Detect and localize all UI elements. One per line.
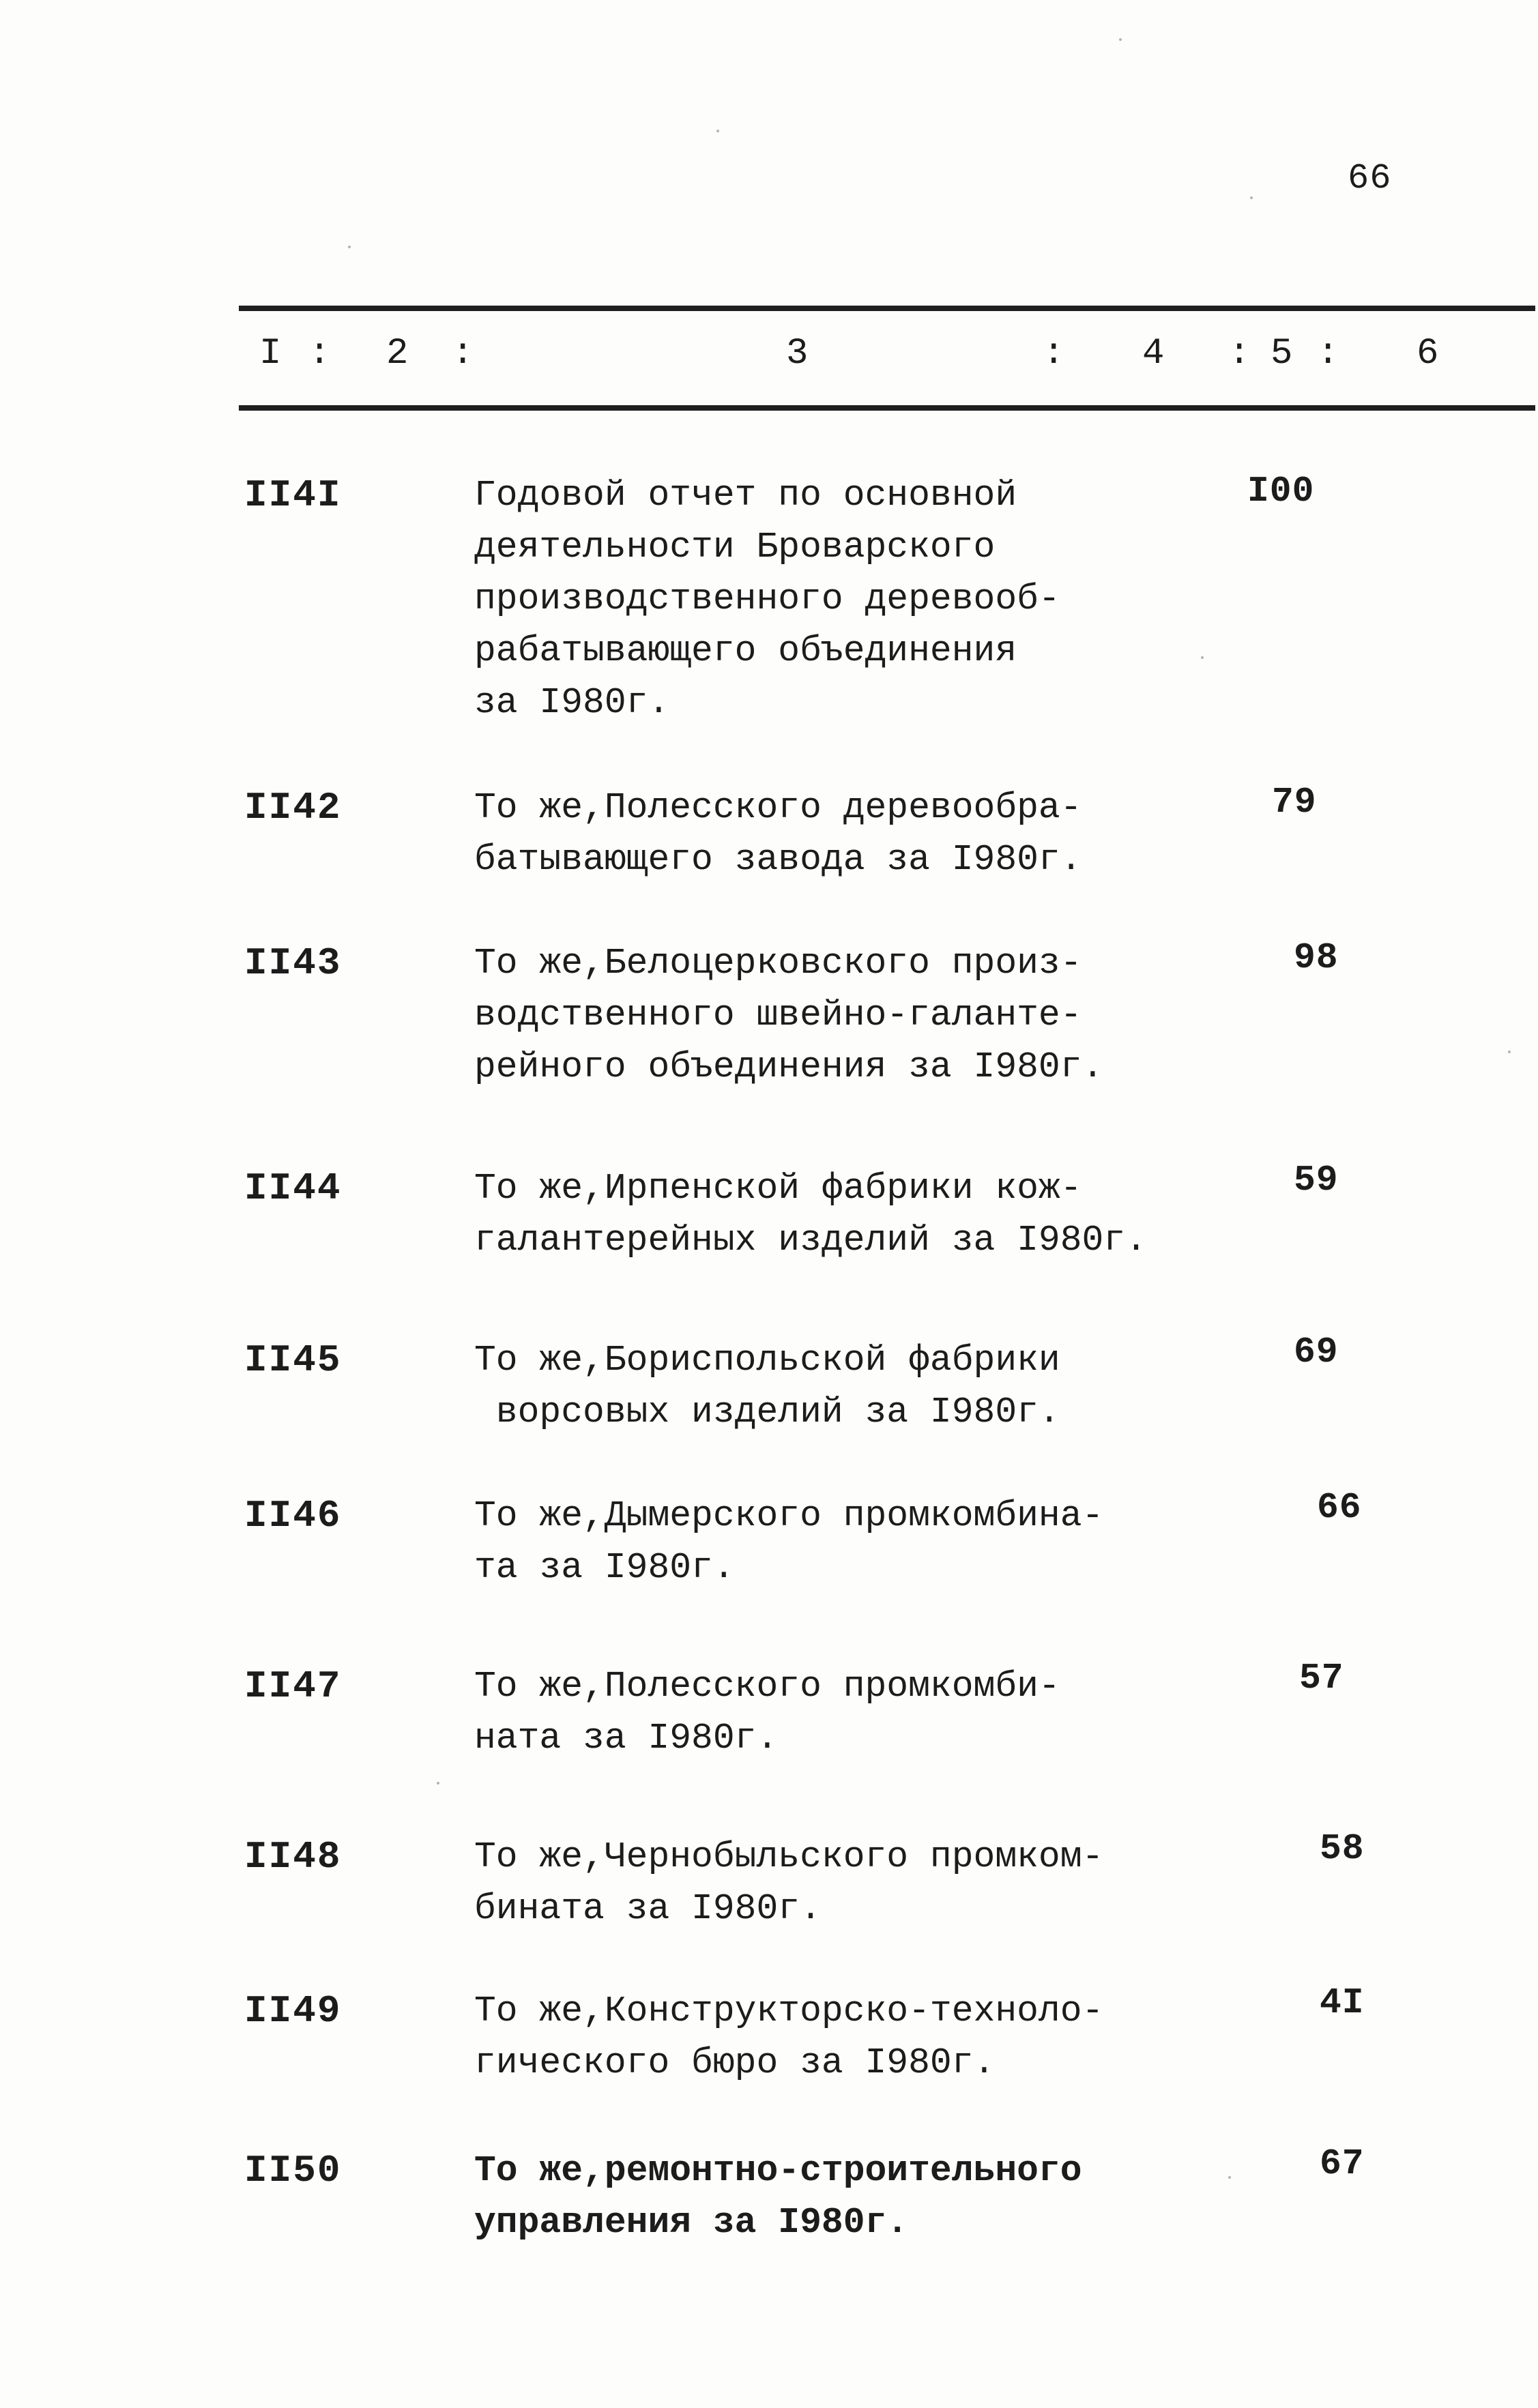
row-description bbox=[474, 782, 1082, 885]
description-line: То же,Дымерского промкомбина- bbox=[474, 1495, 1104, 1536]
column-separator: : bbox=[1317, 333, 1339, 375]
description-line: рабатывающего объединения bbox=[474, 630, 1017, 671]
row-description bbox=[474, 1490, 1103, 1594]
row-description bbox=[474, 2145, 1082, 2248]
scan-speck bbox=[1250, 196, 1253, 199]
row-number: II48 bbox=[244, 1835, 342, 1879]
header-top-rule bbox=[239, 306, 1535, 311]
row-number: II47 bbox=[244, 1664, 342, 1708]
column-header-3: 3 bbox=[786, 333, 809, 375]
page-number: 66 bbox=[1348, 158, 1392, 199]
row-number: II42 bbox=[244, 786, 342, 829]
sheet-count: 67 bbox=[1320, 2143, 1365, 2184]
description-line: То же,ремонтно-строительного bbox=[474, 2150, 1082, 2191]
row-number: II50 bbox=[244, 2149, 342, 2192]
description-line: ворсовых изделий за I980г. bbox=[474, 1392, 1060, 1433]
column-header-1: I bbox=[259, 333, 282, 375]
description-line: за I980г. bbox=[474, 682, 670, 723]
scan-speck bbox=[1201, 656, 1204, 659]
row-number: II46 bbox=[244, 1494, 342, 1538]
description-line: Годовой отчет по основной bbox=[474, 475, 1017, 516]
column-header-5: 5 bbox=[1271, 333, 1293, 375]
column-header-6: 6 bbox=[1417, 333, 1439, 375]
row-number: II49 bbox=[244, 1989, 342, 2033]
row-description bbox=[474, 1162, 1147, 1266]
header-bottom-rule bbox=[239, 405, 1535, 411]
description-line: То же,Полесского промкомби- bbox=[474, 1666, 1060, 1707]
scan-speck bbox=[1228, 2176, 1231, 2179]
sheet-count: 69 bbox=[1294, 1332, 1339, 1372]
scan-speck bbox=[1119, 38, 1122, 41]
row-description bbox=[474, 1334, 1060, 1438]
scan-speck bbox=[437, 1782, 439, 1785]
row-description bbox=[474, 937, 1103, 1093]
description-line: То же,Полесского деревообра- bbox=[474, 787, 1082, 828]
description-line: То же,Конструкторско-техноло- bbox=[474, 1991, 1104, 2031]
sheet-count: 79 bbox=[1272, 782, 1317, 823]
row-description bbox=[474, 1660, 1060, 1764]
sheet-count: 59 bbox=[1294, 1160, 1339, 1201]
description-line: деятельности Броварского bbox=[474, 527, 996, 568]
column-separator: : bbox=[452, 333, 474, 375]
description-line: та за I980г. bbox=[474, 1547, 735, 1588]
column-separator: : bbox=[308, 333, 331, 375]
description-line: ната за I980г. bbox=[474, 1718, 779, 1759]
description-line: батывающего завода за I980г. bbox=[474, 839, 1082, 880]
description-line: То же,Ирпенской фабрики кож- bbox=[474, 1168, 1082, 1209]
row-number: II45 bbox=[244, 1338, 342, 1382]
row-number: II4I bbox=[244, 473, 342, 517]
scan-speck bbox=[716, 130, 719, 132]
description-line: То же,Белоцерковского произ- bbox=[474, 943, 1082, 984]
description-line: То же,Чернобыльского промком- bbox=[474, 1836, 1104, 1877]
description-line: бината за I980г. bbox=[474, 1888, 822, 1929]
column-header-4: 4 bbox=[1142, 333, 1165, 375]
scan-speck bbox=[1508, 1051, 1511, 1053]
description-line: производственного деревооб- bbox=[474, 578, 1060, 619]
row-number: II43 bbox=[244, 941, 342, 985]
sheet-count: 66 bbox=[1317, 1487, 1362, 1528]
description-line: рейного объединения за I980г. bbox=[474, 1046, 1104, 1087]
sheet-count: 4I bbox=[1320, 1982, 1365, 2023]
column-header-2: 2 bbox=[386, 333, 409, 375]
sheet-count: 57 bbox=[1299, 1658, 1344, 1699]
sheet-count: 98 bbox=[1294, 937, 1339, 978]
description-line: гического бюро за I980г. bbox=[474, 2042, 996, 2083]
sheet-count: 58 bbox=[1320, 1828, 1365, 1869]
column-separator: : bbox=[1043, 333, 1065, 375]
description-line: То же,Бориспольской фабрики bbox=[474, 1340, 1060, 1381]
row-description bbox=[474, 1985, 1103, 2089]
scan-speck bbox=[348, 246, 351, 248]
row-number: II44 bbox=[244, 1166, 342, 1210]
sheet-count: I00 bbox=[1247, 471, 1315, 512]
description-line: галантерейных изделий за I980г. bbox=[474, 1220, 1147, 1261]
description-line: управления за I980г. bbox=[474, 2202, 909, 2243]
row-description bbox=[474, 1831, 1103, 1935]
column-separator: : bbox=[1228, 333, 1251, 375]
row-description bbox=[474, 469, 1060, 729]
description-line: водственного швейно-галанте- bbox=[474, 995, 1082, 1036]
